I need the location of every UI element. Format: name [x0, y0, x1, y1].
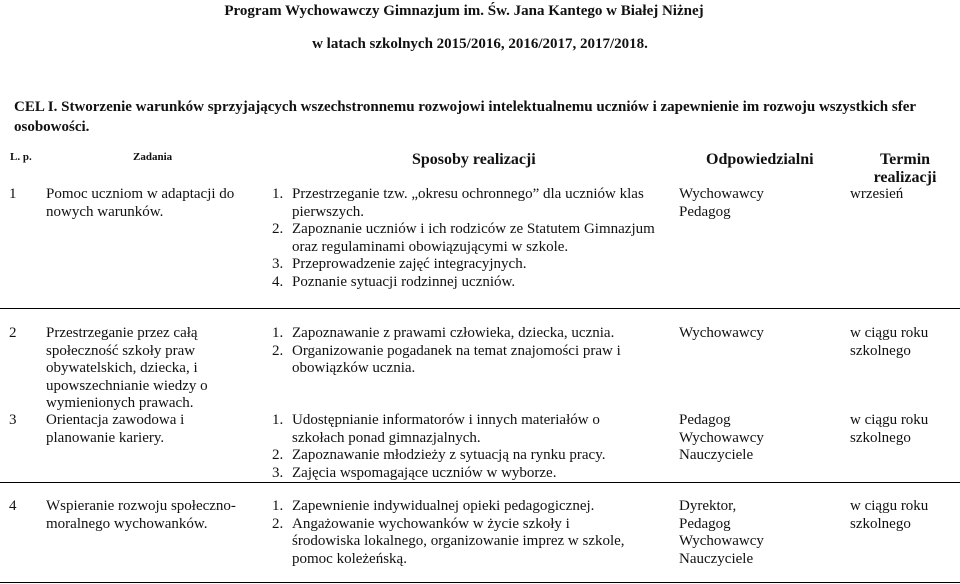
deadline-cell: wrzesień	[850, 186, 904, 202]
responsible-person: Pedagog	[679, 412, 731, 428]
method-number: 1.	[272, 186, 284, 202]
responsible-person: Wychowawcy	[679, 186, 764, 202]
deadline-cell: w ciągu roku szkolnego	[850, 325, 929, 359]
responsible-cell	[679, 325, 819, 343]
responsible-cell	[679, 186, 819, 221]
method-number: 3.	[272, 256, 284, 272]
deadline-cell: w ciągu roku szkolnego	[850, 412, 929, 446]
responsible-cell	[679, 412, 819, 465]
row-divider	[0, 582, 960, 583]
row-divider	[0, 482, 960, 483]
method-text: Zapoznanie uczniów i ich rodziców ze Statutem Gimnazjum oraz regulaminami obowiązującymi w szkole.	[292, 221, 655, 255]
method-text: Przeprowadzenie zajęć integracyjnych.	[292, 256, 527, 272]
method-item	[272, 274, 672, 292]
methods-cell	[272, 498, 632, 568]
method-item	[272, 343, 642, 378]
methods-cell	[272, 186, 672, 291]
row-divider	[0, 308, 960, 309]
methods-cell	[272, 412, 644, 482]
row-number: 4	[9, 498, 17, 514]
responsible-cell	[679, 498, 819, 568]
header-termin-line1: Termin	[879, 151, 931, 168]
method-item	[272, 498, 632, 516]
deadline-cell: w ciągu roku szkolnego	[850, 498, 929, 532]
method-number: 4.	[272, 273, 284, 290]
method-number: 2.	[272, 447, 284, 463]
header-termin	[860, 151, 950, 187]
method-number: 2.	[272, 515, 284, 532]
responsible-person: Nauczyciele	[679, 550, 754, 567]
method-number: 1.	[272, 498, 284, 514]
method-number: 3.	[272, 464, 284, 481]
method-item	[272, 465, 644, 483]
method-item	[272, 221, 672, 256]
header-lp: L. p.	[10, 151, 32, 163]
task-cell: Pomoc uczniom w adaptacji do nowych warunków.	[46, 186, 235, 220]
method-text: Zapoznawanie młodzieży z sytuacją na rynku pracy.	[292, 447, 606, 463]
method-number: 1.	[272, 412, 284, 428]
program-years: w latach szkolnych 2015/2016, 2016/2017, 2017/2018.	[312, 36, 648, 52]
program-title: Program Wychowawczy Gimnazjum im. Św. Jana Kantego w Białej Niżnej	[224, 3, 704, 19]
task-cell: Wspieranie rozwoju społeczno-moralnego wychowanków.	[46, 498, 236, 532]
row-number: 3	[9, 412, 17, 428]
goal-heading: CEL I. Stworzenie warunków sprzyjających wszechstronnemu rozwojowi intelektualnemu uczniów i zapewnienie im rozwoju wszystkich sfer osobowości.	[14, 99, 916, 135]
method-item	[272, 412, 644, 447]
responsible-person: Wychowawcy	[679, 429, 764, 446]
method-text: Angażowanie wychowanków w życie szkoły i środowiska lokalnego, organizowanie imprez w szkole, pomoc koleżeńską.	[292, 515, 625, 567]
task-cell: Przestrzeganie przez całą społeczność szkoły praw obywatelskich, dziecka, i upowszechnianie wiedzy o wymienionych prawach.	[46, 325, 208, 411]
methods-cell	[272, 325, 642, 378]
responsible-person: Pedagog	[679, 515, 731, 532]
method-item	[272, 325, 642, 343]
responsible-person: Wychowawcy	[679, 533, 764, 549]
row-number: 2	[9, 325, 17, 341]
header-termin-line2: realizacji	[873, 169, 937, 186]
responsible-person: Pedagog	[679, 203, 731, 220]
method-number: 2.	[272, 221, 284, 237]
method-text: Organizowanie pogadanek na temat znajomości praw i obowiązków ucznia.	[292, 342, 621, 376]
method-number: 1.	[272, 325, 284, 341]
method-number: 2.	[272, 342, 284, 359]
method-text: Zapewnienie indywidualnej opieki pedagogicznej.	[292, 498, 595, 514]
header-zadania: Zadania	[133, 151, 173, 163]
header-odpowiedzialni: Odpowiedzialni	[706, 151, 814, 168]
method-item	[272, 447, 644, 465]
method-text: Poznanie sytuacji rodzinnej uczniów.	[292, 273, 516, 290]
method-item	[272, 516, 632, 569]
method-item	[272, 256, 672, 274]
task-cell: Orientacja zawodowa i planowanie kariery.	[46, 412, 185, 446]
method-item	[272, 186, 672, 221]
header-sposoby: Sposoby realizacji	[412, 151, 536, 168]
responsible-person: Nauczyciele	[679, 447, 754, 463]
method-text: Zapoznawanie z prawami człowieka, dziecka, ucznia.	[292, 325, 615, 341]
responsible-person: Wychowawcy	[679, 325, 764, 341]
row-number: 1	[9, 186, 17, 202]
responsible-person: Dyrektor,	[679, 498, 737, 514]
method-text: Udostępnianie informatorów i innych materiałów o szkołach ponad gimnazjalnych.	[292, 412, 600, 446]
method-text: Przestrzeganie tzw. „okresu ochronnego” dla uczniów klas pierwszych.	[292, 186, 644, 220]
method-text: Zajęcia wspomagające uczniów w wyborze.	[292, 464, 557, 481]
